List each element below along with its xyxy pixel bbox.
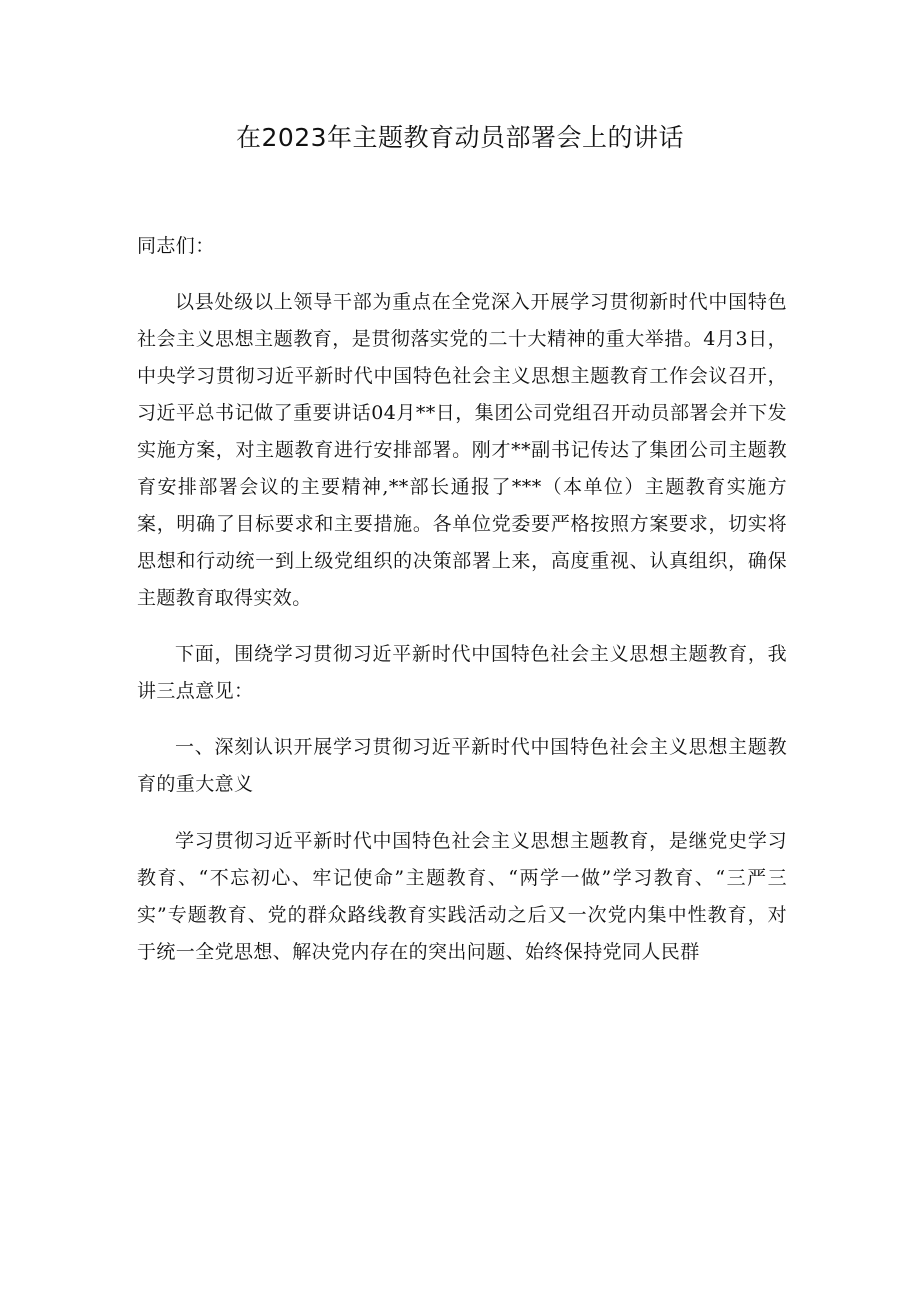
paragraph-intro: 以县处级以上领导干部为重点在全党深入开展学习贯彻新时代中国特色社会主义思想主题教育，是贯彻落实党的二十大精神的重大举措。4月3日，中央学习贯彻习近平新时代中国特色社会主义思想主题教育工作会议召开，习近平总书记做了重要讲话04月**日，集团公司党组召开动员部署会并下发实施方案，对主题教育进行安排部署。刚才**副书记传达了集团公司主题教育安排部署会议的主要精神,**部长通报了***（本单位）主题教育实施方案，明确了目标要求和主要措施。各单位党委要严格按照方案要求，切实将思想和行动统一到上级党组织的决策部署上来，高度重视、认真组织，确保主题教育取得实效。 bbox=[137, 291, 787, 609]
section-heading-one: 一、深刻认识开展学习贯彻习近平新时代中国特色社会主义思想主题教育的重大意义 bbox=[137, 736, 787, 795]
paragraph-three-points: 下面，围绕学习贯彻习近平新时代中国特色社会主义思想主题教育，我讲三点意见： bbox=[137, 643, 787, 702]
document-title: 在2023年主题教育动员部署会上的讲话 bbox=[235, 123, 685, 152]
document-body bbox=[137, 228, 787, 971]
paragraph-significance: 学习贯彻习近平新时代中国特色社会主义思想主题教育，是继党史学习教育、“不忘初心、牢记使命”主题教育、“两学一做”学习教育、“三严三实”专题教育、党的群众路线教育实践活动之后又一次党内集中性教育，对于统一全党思想、解决党内存在的突出问题、始终保持党同人民群 bbox=[137, 830, 787, 963]
salutation: 同志们： bbox=[137, 235, 215, 257]
